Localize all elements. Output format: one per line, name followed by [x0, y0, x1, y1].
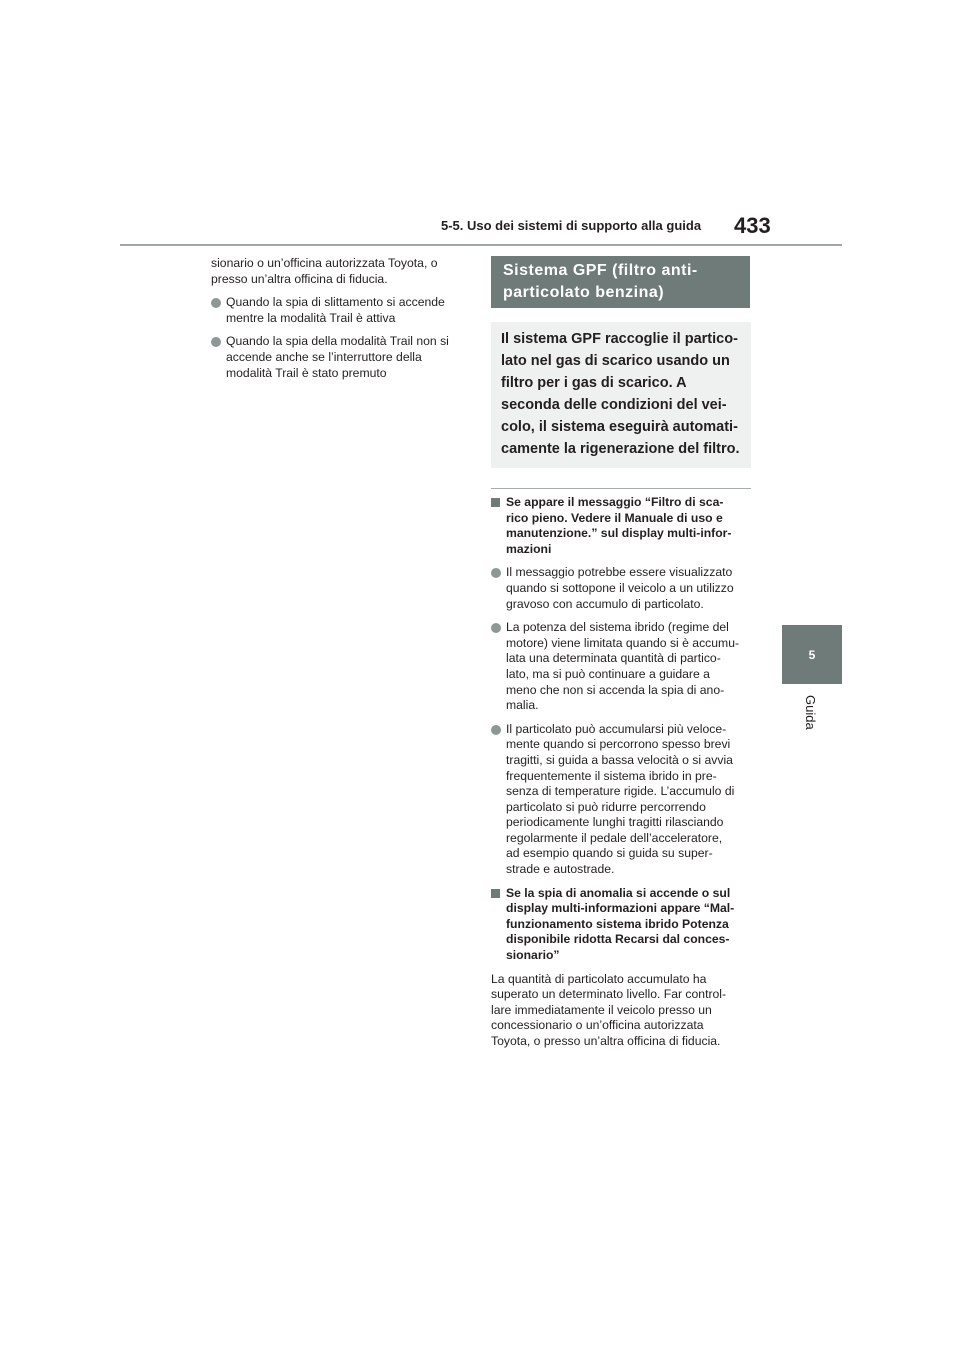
bullet-dot-icon	[211, 298, 221, 308]
chapter-label: Guida	[803, 695, 818, 730]
list-item: Il messaggio potrebbe essere visualizzato quando si sottopone il veicolo a un utilizzo gravoso con accumulo di particolato.	[491, 565, 751, 612]
list-item: Il particolato può accumularsi più veloce- mente quando si percorrono spesso brevi tragitti, si guida a bassa velocità o si avvia frequentemente il sistema ibrido in pre- senza di temperature rigide. L’accumulo di particolato si può ridurre percorrendo periodicamente lunghi tragitti rilasciando regolarmente il pedale dell’acceleratore, ad esempio quando si guida su super- strade e autostrade.	[491, 722, 751, 878]
chapter-number: 5	[808, 647, 816, 662]
chapter-tab	[782, 625, 842, 684]
right-column	[491, 256, 751, 1058]
square-bullet-icon	[491, 498, 500, 507]
page-number: 433	[734, 213, 771, 238]
section-heading: Sistema GPF (filtro anti- particolato benzina)	[491, 256, 750, 308]
list-item: Quando la spia di slittamento si accende mentre la modalità Trail è attiva	[211, 295, 469, 326]
bullet-dot-icon	[491, 568, 501, 578]
section-title: 5-5. Uso dei sistemi di supporto alla guida	[441, 218, 702, 233]
list-item: Quando la spia della modalità Trail non si accende anche se l’interruttore della modalità Trail è stato premuto	[211, 334, 469, 381]
square-bullet-icon	[491, 889, 500, 898]
continued-paragraph: sionario o un’officina autorizzata Toyota, o presso un’altra officina di fiducia.	[211, 256, 438, 286]
intro-box: Il sistema GPF raccoglie il partico- lato nel gas di scarico usando un filtro per i gas di scarico. A seconda delle condizioni del vei- colo, il sistema eseguirà automati- camente la rigenerazione del filtro.	[491, 322, 751, 468]
closing-paragraph: La quantità di particolato accumulato ha superato un determinato livello. Far control- lare immediatamente il veicolo presso un concessionario o un’officina autorizzata Toyota, o presso un’altra officina di fiducia.	[491, 971, 727, 1048]
bullet-dot-icon	[211, 337, 221, 347]
left-column	[211, 256, 469, 389]
section-divider	[491, 488, 751, 489]
bullet-dot-icon	[491, 623, 501, 633]
bullet-dot-icon	[491, 725, 501, 735]
list-item: La potenza del sistema ibrido (regime del motore) viene limitata quando si è accumu- lata una determinata quantità di partico- lato, ma si può continuare a guidare a meno che non si accenda la spia di ano- malia.	[491, 620, 751, 714]
subheading: Se la spia di anomalia si accende o sul display multi-informazioni appare “Mal- funzionamento sistema ibrido Potenza disponibile ridotta Recarsi dal conces- sionario”	[491, 886, 751, 964]
header-divider	[120, 244, 842, 246]
subheading: Se appare il messaggio “Filtro di sca- rico pieno. Vedere il Manuale di uso e manutenzione.” sul display multi-infor- mazioni	[491, 495, 751, 557]
